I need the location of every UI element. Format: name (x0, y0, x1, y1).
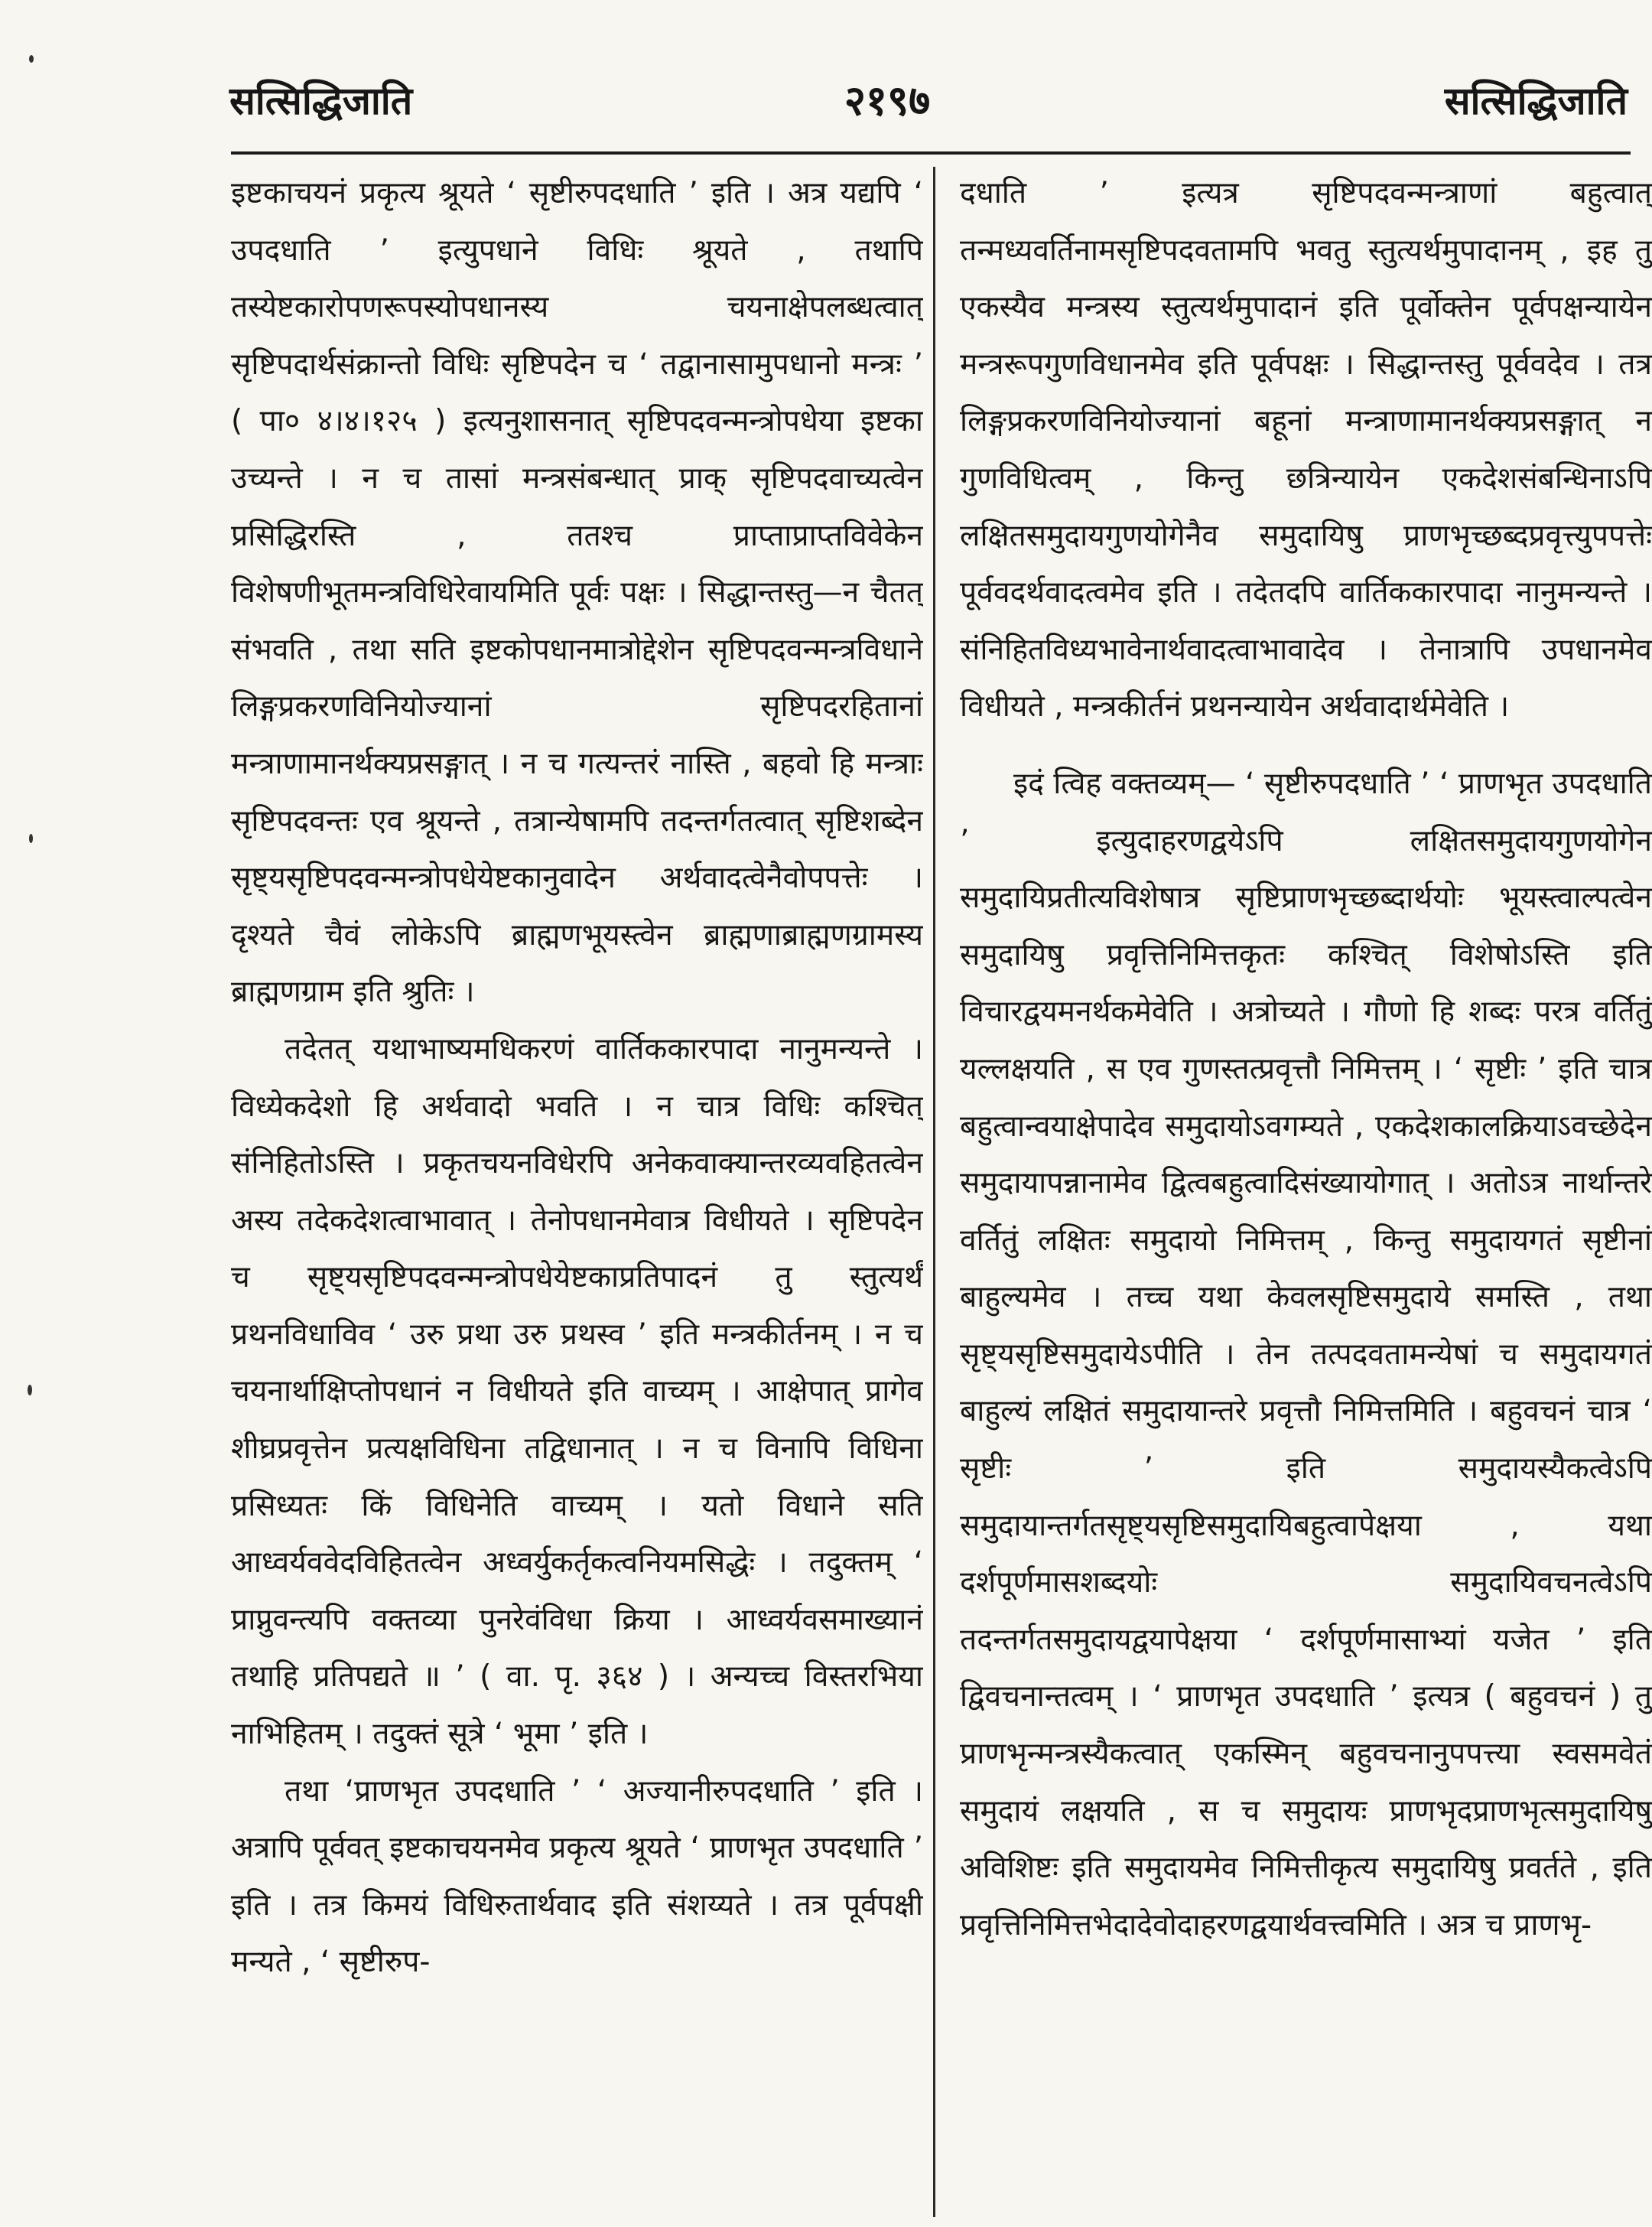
left-paragraph-2: तदेतत् यथाभाष्यमधिकरणं वार्तिककारपादा नानुमन्यन्ते । विध्येकदेशो हि अर्थवादो भवति । न चात्र विधिः कश्चित् संनिहितोऽस्ति । प्रकृतचयनविधेरपि अनेकवाक्यान्तरव्यवहितत्वेन अस्य तदेकदेशत्वाभावात् । तेनोपधानमेवात्र विधीयते । सृष्टिपदेन च सृष्ट्यसृष्टिपदवन्मन्त्रोपधेयेष्टकाप्रतिपादनं तु स्तुत्यर्थं प्रथनविधाविव ‘ उरु प्रथा उरु प्रथस्व ’ इति मन्त्रकीर्तनम् । न च चयनार्थाक्षिप्तोपधानं न विधीयते इति वाच्यम् । आक्षेपात् प्रागेव शीघ्रप्रवृत्तेन प्रत्यक्षविधिना तद्विधानात् । न च विनापि विधिना प्रसिध्यतः किं विधिनेति वाच्यम् । यतो विधाने सति आध्वर्यववेदविहितत्वेन अध्वर्युकर्तृकत्वनियमसिद्धेः । तदुक्तम् ‘ प्राप्नुवन्त्यपि वक्तव्या पुनरेवंविधा क्रिया । आध्वर्यवसमाख्यानं तथाहि प्रतिपद्यते ॥ ’ ( वा. पृ. ३६४ ) । अन्यच्च विस्तरभिया नाभिहितम् । तदुक्तं सूत्रे ‘ भूमा ’ इति । (231, 1031, 923, 1752)
right-column (960, 165, 1652, 2216)
right-paragraph-1: दधाति ’ इत्यत्र सृष्टिपदवन्मन्त्राणां बहुत्वात् तन्मध्यवर्तिनामसृष्टिपदवतामपि भवतु स्तुत्यर्थमुपादानम् , इह तु एकस्यैव मन्त्रस्य स्तुत्यर्थमुपादानं इति पूर्वोक्तेन पूर्वपक्षन्यायेन मन्त्ररूपगुणविधानमेव इति पूर्वपक्षः । सिद्धान्तस्तु पूर्ववदेव । तत्र लिङ्गप्रकरणविनियोज्यानां बहूनां मन्त्राणामानर्थक्यप्रसङ्गात् न गुणविधित्वम् , किन्तु छत्रिन्यायेन एकदेशसंबन्धिनाऽपि लक्षितसमुदायगुणयोगेनैव समुदायिषु प्राणभृच्छब्दप्रवृत्त्युपपत्तेः पूर्ववदर्थवादत्वमेव इति । तदेतदपि वार्तिककारपादा नानुमन्यन्ते । संनिहितविध्यभावेनार्थवादत्वाभावादेव । तेनात्रापि उपधानमेव विधीयते , मन्त्रकीर्तनं प्रथनन्यायेन अर्थवादार्थमेवेति । (960, 176, 1652, 724)
header-rule (231, 151, 1631, 155)
column-divider (933, 167, 935, 2217)
left-paragraph-3: तथा ‘प्राणभृत उपदधाति ’ ‘ अज्यानीरुपदधाति ’ इति । अत्रापि पूर्ववत् इष्टकाचयनमेव प्रकृत्य श्रूयते ‘ प्राणभृत उपदधाति ’ इति । तत्र किमयं विधिरुतार्थवाद इति संशय्यते । तत्र पूर्वपक्षी मन्यते , ‘ सृष्टीरुप- (231, 1773, 923, 1980)
margin-mark (29, 55, 34, 63)
margin-mark (29, 834, 33, 843)
page-number: २१९७ (844, 77, 931, 125)
running-head-right: सत्सिद्धिजाति (1444, 79, 1628, 123)
left-paragraph-1: इष्टकाचयनं प्रकृत्य श्रूयते ‘ सृष्टीरुपदधाति ’ इति । अत्र यद्यपि ‘ उपदधाति ’ इत्युपधाने विधिः श्रूयते , तथापि तस्येष्टकारोपणरूपस्योपधानस्य चयनाक्षेपलब्धत्वात् सृष्टिपदार्थसंक्रान्तो विधिः सृष्टिपदेन च ‘ तद्वानासामुपधानो मन्त्रः ’ ( पा० ४।४।१२५ ) इत्यनुशासनात् सृष्टिपदवन्मन्त्रोपधेया इष्टका उच्यन्ते । न च तासां मन्त्रसंबन्धात् प्राक् सृष्टिपदवाच्यत्वेन प्रसिद्धिरस्ति , ततश्च प्राप्ताप्राप्तविवेकेन विशेषणीभूतमन्त्रविधिरेवायमिति पूर्वः पक्षः । सिद्धान्तस्तु—न चैतत् संभवति , तथा सति इष्टकोपधानमात्रोद्देशेन सृष्टिपदवन्मन्त्रविधाने लिङ्गप्रकरणविनियोज्यानां सृष्टिपदरहितानां मन्त्राणामानर्थक्यप्रसङ्गात् । न च गत्यन्तरं नास्ति , बहवो हि मन्त्राः सृष्टिपदवन्तः एव श्रूयन्ते , तत्रान्येषामपि तदन्तर्गतत्वात् सृष्टिशब्देन सृष्ट्यसृष्टिपदवन्मन्त्रोपधेयेष्टकानुवादेन अर्थवादत्वेनैवोपपत्तेः । दृश्यते चैवं लोकेऽपि ब्राह्मणभूयस्त्वेन ब्राह्मणाब्राह्मणग्रामस्य ब्राह्मणग्राम इति श्रुतिः । (231, 176, 923, 1010)
margin-mark (28, 1385, 32, 1395)
right-paragraph-2: इदं त्विह वक्तव्यम्— ‘ सृष्टीरुपदधाति ’ ‘ प्राणभृत उपदधाति ’ इत्युदाहरणद्वयेऽपि लक्षितसमुदायगुणयोगेन समुदायिप्रतीत्यविशेषात्र सृष्टिप्राणभृच्छब्दार्थयोः भूयस्त्वाल्पत्वेन समुदायिषु प्रवृत्तिनिमित्तकृतः कश्चित् विशेषोऽस्ति इति विचारद्वयमनर्थकमेवेति । अत्रोच्यते । गौणो हि शब्दः परत्र वर्तितुं यल्लक्षयति , स एव गुणस्तत्प्रवृत्तौ निमित्तम् । ‘ सृष्टीः ’ इति चात्र बहुत्वान्वयाक्षेपादेव समुदायोऽवगम्यते , एकदेशकालक्रियाऽवच्छेदेन समुदायापन्नानामेव द्वित्वबहुत्वादिसंख्यायोगात् । अतोऽत्र नार्थान्तरे वर्तितुं लक्षितः समुदायो निमित्तम् , किन्तु समुदायगतं सृष्टीनां बाहुल्यमेव । तच्च यथा केवलसृष्टिसमुदाये समस्ति , तथा सृष्ट्यसृष्टिसमुदायेऽपीति । तेन तत्पदवतामन्येषां च समुदायगतं बाहुल्यं लक्षितं समुदायान्तरे प्रवृत्तौ निमित्तमिति । बहुवचनं चात्र ‘ सृष्टीः ’ इति समुदायस्यैकत्वेऽपि समुदायान्तर्गतसृष्ट्यसृष्टिसमुदायिबहुत्वापेक्षया , यथा दर्शपूर्णमासशब्दयोः समुदायिवचनत्वेऽपि तदन्तर्गतसमुदायद्वयापेक्षया ‘ दर्शपूर्णमासाभ्यां यजेत ’ इति द्विवचनान्तत्वम् । ‘ प्राणभृत उपदधाति ’ इत्यत्र ( बहुवचनं ) तु प्राणभृन्मन्त्रस्यैकत्वात् एकस्मिन् बहुवचनानुपपत्त्या स्वसमवेतं समुदायं लक्षयति , स च समुदायः प्राणभृदप्राणभृत्समुदायिषु अविशिष्टः इति समुदायमेव निमित्तीकृत्य समुदायिषु प्रवर्तते , इति प्रवृत्तिनिमित्तभेदादेवोदाहरणद्वयार्थवत्त्वमिति । अत्र च प्राणभृ- (960, 766, 1652, 1942)
running-head-left: सत्सिद्धिजाति (229, 79, 413, 123)
left-column (231, 165, 923, 2216)
